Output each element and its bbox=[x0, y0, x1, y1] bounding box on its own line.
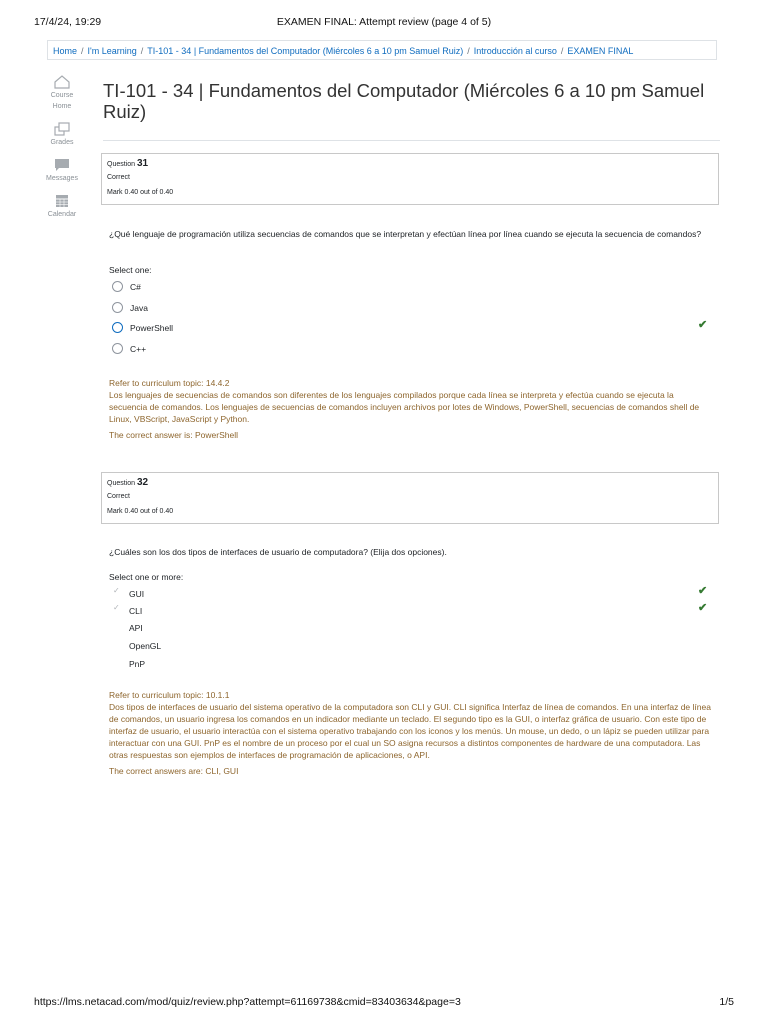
radio-button[interactable] bbox=[112, 302, 123, 313]
question-feedback bbox=[109, 377, 714, 441]
radio-button-checked[interactable] bbox=[112, 322, 123, 333]
drawer-messages[interactable] bbox=[40, 158, 84, 182]
answer-option-label: CLI bbox=[129, 606, 143, 616]
question-number bbox=[107, 477, 713, 488]
drawer-label: Messages bbox=[46, 175, 78, 182]
drawer-calendar[interactable] bbox=[40, 194, 84, 218]
correct-check-icon: ✔ bbox=[698, 319, 708, 331]
grades-icon bbox=[54, 122, 70, 136]
divider bbox=[103, 140, 720, 141]
radio-button[interactable] bbox=[112, 343, 123, 354]
question-info-31 bbox=[101, 153, 719, 205]
breadcrumb bbox=[47, 40, 717, 60]
curriculum-reference: Refer to curriculum topic: 14.4.2 bbox=[109, 378, 230, 388]
drawer-course-home[interactable] bbox=[40, 75, 84, 110]
print-page-number: 1/5 bbox=[719, 996, 734, 1008]
answer-option-label: PnP bbox=[129, 659, 146, 669]
drawer-grades[interactable] bbox=[40, 122, 84, 146]
breadcrumb-separator: / bbox=[467, 46, 470, 56]
radio-button[interactable] bbox=[112, 281, 123, 292]
calendar-icon bbox=[54, 194, 70, 208]
home-icon bbox=[54, 75, 70, 89]
drawer-label: Course bbox=[50, 92, 74, 99]
left-drawer bbox=[40, 75, 84, 230]
answer-option-label: OpenGL bbox=[129, 641, 162, 651]
question-info-32 bbox=[101, 472, 719, 524]
question-state: Correct bbox=[107, 493, 130, 500]
answer-prompt: Select one: bbox=[109, 265, 152, 275]
question-number-value: 31 bbox=[136, 158, 149, 169]
question-text: ¿Qué lenguaje de programación utiliza secuencias de comandos que se interpretan y efectúan línea por línea cuando se ejecuta la secuencia de comandos? bbox=[109, 229, 702, 239]
question-label: Question bbox=[107, 480, 136, 487]
checkbox-tick-icon[interactable]: ✓ bbox=[113, 603, 120, 612]
breadcrumb-separator: / bbox=[81, 46, 84, 56]
breadcrumb-separator: / bbox=[140, 46, 144, 56]
print-header bbox=[34, 16, 734, 30]
print-page-title: EXAMEN FINAL: Attempt review (page 4 of 5) bbox=[276, 16, 492, 28]
answer-option-label: C# bbox=[130, 282, 141, 292]
answer-option-label: GUI bbox=[129, 589, 145, 599]
breadcrumb-im-learning[interactable]: I'm Learning bbox=[87, 46, 137, 56]
page-title: TI-101 - 34 | Fundamentos del Computador (Miércoles 6 a 10 pm Samuel Ruiz) bbox=[103, 80, 705, 122]
question-state: Correct bbox=[107, 174, 130, 181]
drawer-label: Calendar bbox=[47, 211, 77, 218]
breadcrumb-home[interactable]: Home bbox=[53, 46, 78, 56]
question-number bbox=[107, 158, 713, 169]
answer-option-label: API bbox=[129, 623, 143, 633]
breadcrumb-course[interactable]: TI-101 - 34 | Fundamentos del Computador (Miércoles 6 a 10 pm Samuel Ruiz) bbox=[147, 46, 464, 56]
answer-prompt: Select one or more: bbox=[109, 572, 184, 582]
question-grade: Mark 0.40 out of 0.40 bbox=[107, 189, 174, 196]
correct-check-icon: ✔ bbox=[698, 602, 708, 614]
curriculum-reference: Refer to curriculum topic: 10.1.1 bbox=[109, 690, 230, 700]
drawer-label: Grades bbox=[50, 139, 74, 146]
question-feedback bbox=[109, 689, 714, 777]
question-label: Question bbox=[107, 161, 136, 168]
answer-option-label: Java bbox=[130, 303, 148, 313]
right-answer: The correct answer is: PowerShell bbox=[109, 430, 238, 440]
breadcrumb-separator: / bbox=[560, 46, 564, 56]
question-grade: Mark 0.40 out of 0.40 bbox=[107, 508, 174, 515]
answer-option-label: C++ bbox=[130, 344, 147, 354]
breadcrumb-section[interactable]: Introducción al curso bbox=[473, 46, 557, 56]
print-datetime: 17/4/24, 19:29 bbox=[34, 16, 102, 28]
answer-option-label: PowerShell bbox=[130, 323, 173, 333]
feedback-text: Los lenguajes de secuencias de comandos son diferentes de los lenguajes compilados porque cada línea se interpreta y efectúa cuando se ejecuta la secuencia de comandos. Los lenguajes de secuencias de comandos incluyen archivos por lotes de Windows, PowerShell, secuencias de comandos shell de Linux, VBScript, JavaScript y Python. bbox=[109, 390, 700, 424]
print-url: https://lms.netacad.com/mod/quiz/review.php?attempt=61169738&cmid=83403634&page=3 bbox=[34, 996, 461, 1008]
checkbox-tick-icon[interactable]: ✓ bbox=[113, 586, 120, 595]
drawer-label: Home bbox=[52, 103, 72, 110]
right-answer: The correct answers are: CLI, GUI bbox=[109, 766, 239, 776]
messages-icon bbox=[54, 158, 70, 172]
question-number-value: 32 bbox=[136, 477, 149, 488]
question-text: ¿Cuáles son los dos tipos de interfaces de usuario de computadora? (Elija dos opciones). bbox=[109, 547, 447, 557]
breadcrumb-quiz[interactable]: EXAMEN FINAL bbox=[567, 46, 634, 56]
correct-check-icon: ✔ bbox=[698, 585, 708, 597]
feedback-text: Dos tipos de interfaces de usuario del sistema operativo de la computadora son CLI y GUI. CLI significa Interfaz de línea de comandos. En una interfaz de línea de comandos, un usuario ingresa los comandos en un indicador mediante un teclado. El segundo tipo es la GUI, o interfaz gráfica de usuario. Con este tipo de interfaz de usuario, el usuario interactúa con el sistema operativo trabajando con los iconos y los menús. Un mouse, un dedo, o un lápiz se pueden utilizar para interactuar con una GUI. PnP es el nombre de un proceso por el cual un SO asigna recursos a distintos componentes de hardware de una computadora. Las otras respuestas son ejemplos de interfaces de programación de aplicaciones, o API. bbox=[109, 702, 711, 760]
